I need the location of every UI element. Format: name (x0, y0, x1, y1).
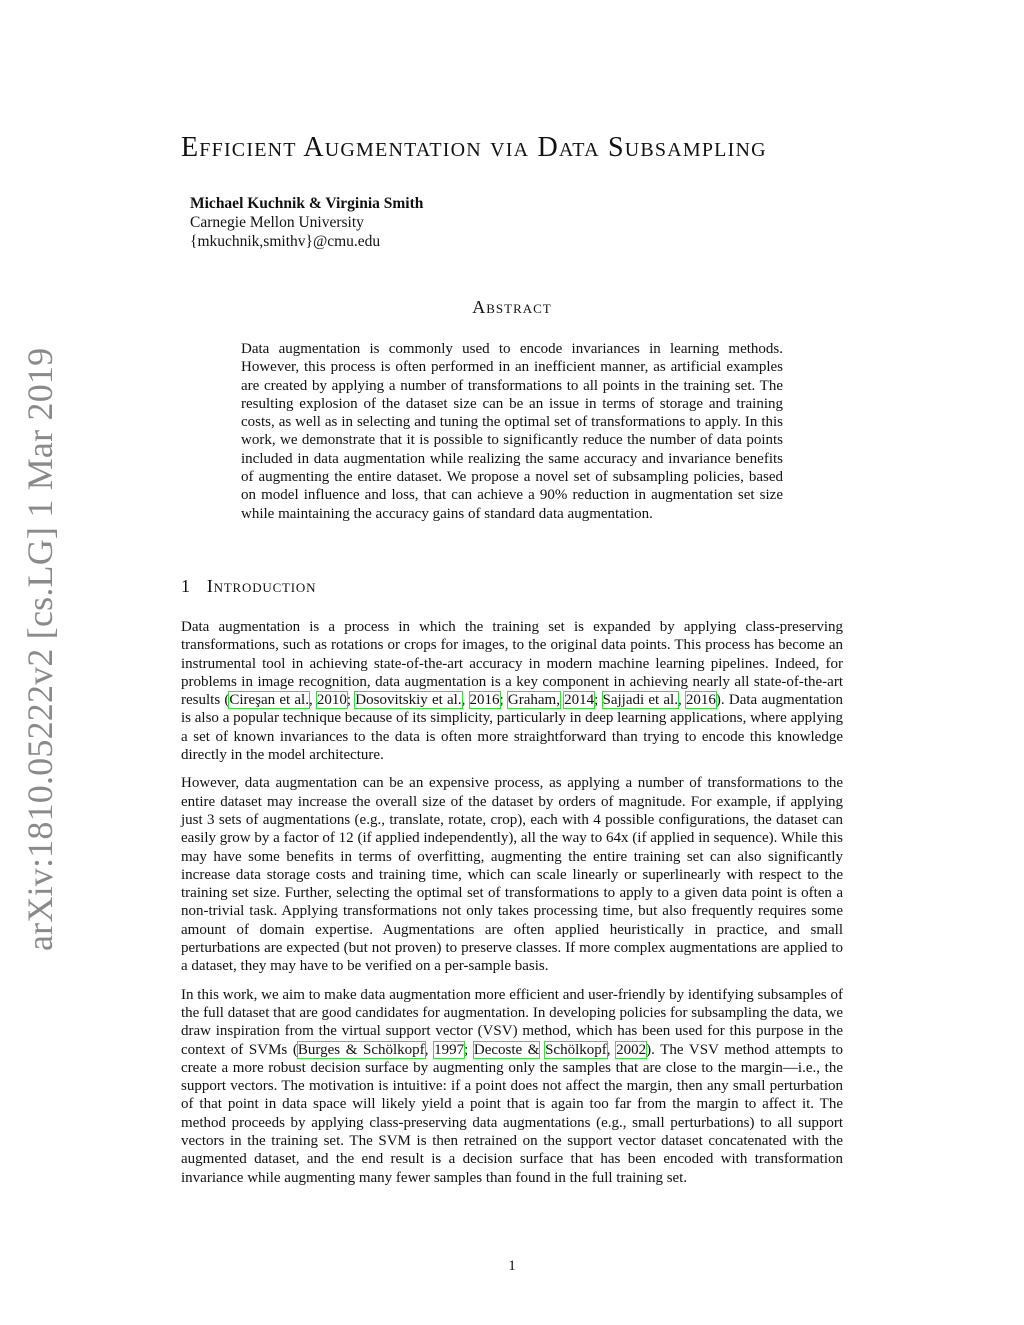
citation-link[interactable]: Sajjadi et al. (602, 692, 678, 709)
citation-link[interactable]: Graham, (507, 692, 560, 709)
citation-link[interactable]: 2002 (616, 1041, 647, 1058)
citation-link[interactable]: Burges & Schölkopf (297, 1041, 425, 1058)
paper-title: Efficient Augmentation via Data Subsampling (181, 132, 767, 163)
citation-link[interactable]: 2010 (316, 692, 347, 709)
section-number: 1 (181, 576, 191, 596)
introduction-body (181, 618, 843, 1197)
citation-link[interactable]: Cireşan et al. (229, 692, 309, 709)
author-email[interactable]: {mkuchnik,smithv}@cmu.edu (190, 233, 381, 250)
paragraph-1: Data augmentation is a process in which the training set is expanded by applying class-preserving transformations, such as rotations or crops for images, to the original data points. This process has become an instrumental tool in achieving state-of-the-art accuracy in modern machine learning pipelines. Indeed, for problems in image recognition, data augmentation is a key component in achieving nearly all state-of-the-art results (Cireşan et al., 2010; Dosovitskiy et al., 2016; Graham, 2014; Sajjadi et al., 2016). Data augmentation is also a popular technique because of its simplicity, particularly in deep learning applications, where applying a set of known invariances to the data is often more straightforward than trying to encode this knowledge directly in the model architecture. (181, 619, 844, 764)
citation-link[interactable]: Dosovitskiy et al. (355, 692, 462, 709)
paragraph-text: Data augmentation is a process in which the training set is expanded by applying class-preserving transformations, such as rotations or crops for images, to the original data points. This process has become an instrumental tool in achieving state-of-the-art accuracy in modern machine learning pipelines. Indeed, for problems in image recognition, data augmentation is a key component in achieving nearly all state-of-the-art results ( (181, 619, 843, 709)
abstract-heading: Abstract (472, 297, 552, 317)
section-heading-introduction (181, 576, 316, 597)
author-names: Michael Kuchnik & Virginia Smith (190, 195, 424, 212)
abstract-text: Data augmentation is commonly used to encode invariances in learning methods. However, this process is often performed in an inefficient manner, as artificial examples are created by applying a number of transformations to all points in the training set. The resulting explosion of the dataset size can be an issue in terms of storage and training costs, as well as in selecting and tuning the optimal set of transformations to apply. In this work, we demonstrate that it is possible to significantly reduce the number of data points included in data augmentation while realizing the same accuracy and invariance benefits of augmenting the entire dataset. We propose a novel set of subsampling policies, based on model influence and loss, that can achieve a 90% reduction in augmentation set size while maintaining the accuracy gains of standard data augmentation. (241, 341, 783, 522)
paragraph-2: However, data augmentation can be an expensive process, as applying a number of transformations to the entire dataset may increase the overall size of the dataset by orders of magnitude. For example, if applying just 3 sets of augmentations (e.g., translate, rotate, crop), each with 4 possible configurations, the dataset can easily grow by a factor of 12 (if applied independently), all the way to 64x (if applied in sequence). While this may have some benefits in terms of overfitting, augmenting the entire training set can also significantly increase data storage costs and training time, which can scale linearly or superlinearly with respect to the training set size. Further, selecting the optimal set of transformations to apply to a given data point is often a non-trivial task. Applying transformations not only takes processing time, but also frequently requires some amount of domain expertise. Augmentations are often applied heuristically in practice, and small perturbations are expected (but not proven) to preserve classes. If more complex augmentations are applied to a dataset, they may have to be verified on a per-sample basis. (181, 775, 843, 975)
paragraph-text: In this work, we aim to make data augmentation more efficient and user-friendly by identifying subsamples of the full dataset that are good candidates for augmentation. In developing policies for subsampling the data, we draw inspiration from the virtual support vector (VSV) method, which has been used for this purpose in the context of SVMs ( (181, 986, 843, 1058)
arxiv-identifier-stamp[interactable]: arXiv:1810.05222v2 [cs.LG] 1 Mar 2019 (20, 347, 60, 951)
paragraph-text: ). The VSV method attempts to create a more robust decision surface by augmenting only the samples that are close to the margin—i.e., the support vectors. The motivation is intuitive: if a point does not affect the margin, then any small perturbation of that point in data space will likely yield a point that is again too far from the margin to affect it. The method proceeds by applying class-preserving data augmentations (e.g., small perturbations) to all support vectors in the training set. The SVM is then retrained on the support vector dataset concatenated with the augmented dataset, and the end result is a decision surface that has been encoded with transformation invariance while augmenting many fewer samples than found in the full training set. (181, 1041, 844, 1186)
citation-link[interactable]: 2014 (564, 692, 595, 709)
citation-link[interactable]: 2016 (685, 692, 716, 709)
citation-link[interactable]: 1997 (434, 1041, 465, 1058)
citation-link[interactable]: Decoste & (473, 1041, 540, 1058)
citation-link[interactable]: Schölkopf (545, 1041, 607, 1058)
author-block (190, 194, 423, 251)
citation-link[interactable]: 2016 (469, 692, 500, 709)
paragraph-text: ). Data augmentation is also a popular technique because of its simplicity, particularly in deep learning applications, where applying a set of known invariances to the data is often more straightforward than trying to encode this knowledge directly in the model architecture. (181, 692, 844, 764)
author-affiliation: Carnegie Mellon University (190, 214, 364, 231)
paragraph-3: In this work, we aim to make data augmentation more efficient and user-friendly by identifying subsamples of the full dataset that are good candidates for augmentation. In developing policies for subsampling the data, we draw inspiration from the virtual support vector (VSV) method, which has been used for this purpose in the context of SVMs (Burges & Schölkopf, 1997; Decoste & Schölkopf, 2002). The VSV method attempts to create a more robust decision surface by augmenting only the samples that are close to the margin—i.e., the support vectors. The motivation is intuitive: if a point does not affect the margin, then any small perturbation of that point in data space will likely yield a point that is again too far from the margin to affect it. The method proceeds by applying class-preserving data augmentations (e.g., small perturbations) to all support vectors in the training set. The SVM is then retrained on the support vector dataset concatenated with the augmented dataset, and the end result is a decision surface that has been encoded with transformation invariance while augmenting many fewer samples than found in the full training set. (181, 986, 844, 1186)
section-title: Introduction (206, 576, 317, 596)
page-number: 1 (508, 1258, 516, 1274)
